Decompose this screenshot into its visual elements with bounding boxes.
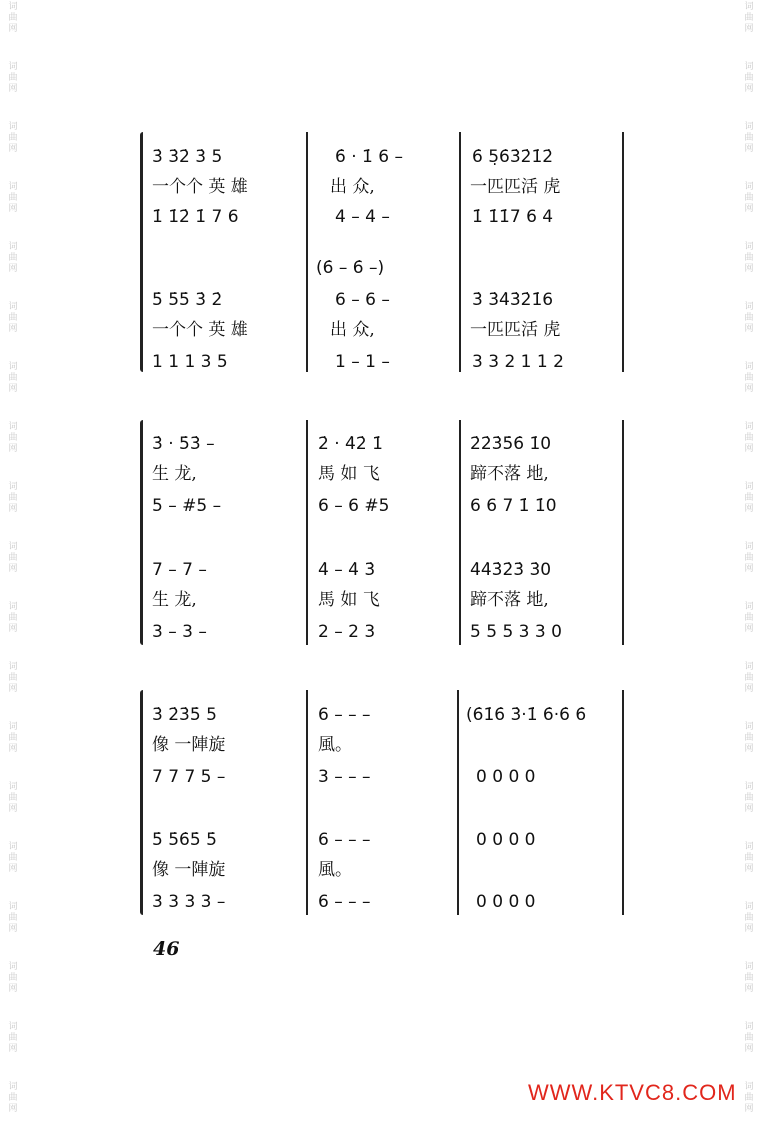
measure-cell: 5̇ 5̇5̇ 3̇ 2̇: [152, 290, 223, 310]
measure-cell: (6̇1̇6̇ 3̇·1̇ 6̇·6̇ 6̇: [466, 705, 587, 725]
watermark-glyph-group: 词 曲 网: [744, 122, 754, 154]
watermark-glyph-group: 词 曲 网: [8, 302, 18, 334]
measure-cell: 5 – #5 –: [152, 496, 222, 516]
watermark-glyph-group: 词 曲 网: [744, 602, 754, 634]
lyric-cell: 馬 如 飞: [318, 464, 380, 484]
measure-cell: 1̇ 1̇2̇ 1̇ 7 6: [152, 207, 239, 227]
measure-cell: 2̇ · 4̇2̇ 1̇: [318, 434, 383, 454]
measure-cell: 0 0 0 0: [476, 830, 536, 850]
watermark-glyph-group: 词 曲 网: [8, 782, 18, 814]
system-brace: [140, 420, 147, 645]
watermark-glyph-group: 词 曲 网: [8, 1022, 18, 1054]
watermark-glyph-group: 词 曲 网: [744, 782, 754, 814]
measure-cell: 4̇ – 4̇ 3̇: [318, 560, 376, 580]
watermark-glyph-group: 词 曲 网: [8, 602, 18, 634]
watermark-glyph-group: 词 曲 网: [8, 422, 18, 454]
system-brace: [140, 690, 147, 915]
measure-cell: 3̇ 2̇3̇5̇ 5: [152, 705, 217, 725]
measure-cell: 1 – 1 –: [335, 352, 390, 372]
measure-cell: 6 – – –: [318, 830, 371, 850]
barline: [622, 420, 624, 645]
measure-cell: 4̇4̇3̇2̇3̇ 3̇0: [470, 560, 552, 580]
barline: [459, 132, 461, 372]
watermark-glyph-group: 词 曲 网: [8, 1082, 18, 1114]
measure-cell: 6 – – –: [318, 705, 371, 725]
watermark-glyph-group: 词 曲 网: [8, 2, 18, 34]
watermark-glyph-group: 词 曲 网: [744, 542, 754, 574]
watermark-glyph-group: 词 曲 网: [744, 422, 754, 454]
measure-cell: 6 – – –: [318, 892, 371, 912]
watermark-glyph-group: 词 曲 网: [8, 62, 18, 94]
measure-cell: 1 1 1 3 5: [152, 352, 228, 372]
measure-cell: 6 – 6 –: [335, 290, 390, 310]
lyric-cell: 一匹匹活 虎: [470, 177, 561, 197]
lyric-cell: 一个个 英 雄: [152, 320, 248, 340]
lyric-cell: 一个个 英 雄: [152, 177, 248, 197]
watermark-glyph-group: 词 曲 网: [8, 182, 18, 214]
measure-cell: 1̇ 1̇1̇7 6 4: [472, 207, 554, 227]
measure-cell: 5̇ 5̇6̇5̇ 5̇: [152, 830, 217, 850]
barline: [622, 690, 624, 915]
watermark-glyph-group: 词 曲 网: [8, 902, 18, 934]
watermark-glyph-group: 词 曲 网: [744, 182, 754, 214]
lyric-cell: 風。: [318, 735, 352, 755]
lyric-cell: 像 一陣旋: [152, 860, 226, 880]
watermark-glyph-group: 词 曲 网: [8, 722, 18, 754]
measure-cell: 6 6 7 1̇ 1̇0: [470, 496, 557, 516]
barline: [622, 132, 624, 372]
measure-cell: 7 – 7 –: [152, 560, 207, 580]
measure-cell: (6̇ – 6̇ –): [316, 258, 385, 278]
measure-cell: 3 – 3 –: [152, 622, 207, 642]
watermark-glyph-group: 词 曲 网: [8, 662, 18, 694]
watermark-glyph-group: 词 曲 网: [744, 1022, 754, 1054]
site-watermark: WWW.KTVC8.COM: [528, 1080, 737, 1105]
watermark-glyph-group: 词 曲 网: [744, 902, 754, 934]
watermark-glyph-group: 词 曲 网: [744, 842, 754, 874]
watermark-glyph-group: 词 曲 网: [744, 242, 754, 274]
lyric-cell: 出 众,: [330, 320, 375, 340]
measure-cell: 3̇ 3̇4̇3̇2̇1̇6: [472, 290, 554, 310]
watermark-glyph-group: 词 曲 网: [744, 722, 754, 754]
watermark-glyph-group: 词 曲 网: [8, 242, 18, 274]
measure-cell: 3 – – –: [318, 767, 371, 787]
watermark-glyph-group: 词 曲 网: [8, 482, 18, 514]
measure-cell: 7 7 7 5 –: [152, 767, 226, 787]
measure-cell: 4 – 4 –: [335, 207, 390, 227]
page-number: 46: [153, 938, 180, 960]
barline: [306, 420, 308, 645]
barline: [306, 690, 308, 915]
lyric-cell: 像 一陣旋: [152, 735, 226, 755]
measure-cell: 3 3 3 3 –: [152, 892, 226, 912]
lyric-cell: 生 龙,: [152, 590, 197, 610]
lyric-cell: 一匹匹活 虎: [470, 320, 561, 340]
watermark-glyph-group: 词 曲 网: [8, 842, 18, 874]
watermark-glyph-group: 词 曲 网: [744, 1082, 754, 1114]
watermark-glyph-group: 词 曲 网: [744, 2, 754, 34]
measure-cell: 5 5 5 3 3 0: [470, 622, 562, 642]
lyric-cell: 生 龙,: [152, 464, 197, 484]
lyric-cell: 出 众,: [330, 177, 375, 197]
lyric-cell: 蹄不落 地,: [470, 590, 549, 610]
watermark-glyph-group: 词 曲 网: [8, 362, 18, 394]
measure-cell: 3 3 2 1 1 2: [472, 352, 564, 372]
watermark-glyph-group: 词 曲 网: [744, 962, 754, 994]
measure-cell: 0 0 0 0: [476, 767, 536, 787]
measure-cell: 6̇ 5̣6̇3̇2̇1̇2̇: [472, 147, 554, 167]
measure-cell: 6̇ · 1̇ 6 –: [335, 147, 403, 167]
measure-cell: 3̇ 3̇2̇ 3̇ 5: [152, 147, 223, 167]
measure-cell: 2 – 2 3: [318, 622, 376, 642]
watermark-glyph-group: 词 曲 网: [8, 122, 18, 154]
system-brace: [140, 132, 147, 372]
lyric-cell: 馬 如 飞: [318, 590, 380, 610]
watermark-glyph-group: 词 曲 网: [8, 962, 18, 994]
watermark-glyph-group: 词 曲 网: [744, 482, 754, 514]
measure-cell: 2̇2̇3̇5̇6̇ 1̇0: [470, 434, 552, 454]
measure-cell: 3̇ · 5̇3̇ –: [152, 434, 215, 454]
lyric-cell: 蹄不落 地,: [470, 464, 549, 484]
watermark-glyph-group: 词 曲 网: [744, 362, 754, 394]
watermark-glyph-group: 词 曲 网: [744, 302, 754, 334]
measure-cell: 6 – 6 #5: [318, 496, 390, 516]
measure-cell: 0 0 0 0: [476, 892, 536, 912]
barline: [306, 132, 308, 372]
watermark-glyph-group: 词 曲 网: [8, 542, 18, 574]
lyric-cell: 風。: [318, 860, 352, 880]
watermark-glyph-group: 词 曲 网: [744, 662, 754, 694]
barline: [457, 690, 459, 915]
watermark-glyph-group: 词 曲 网: [744, 62, 754, 94]
barline: [459, 420, 461, 645]
